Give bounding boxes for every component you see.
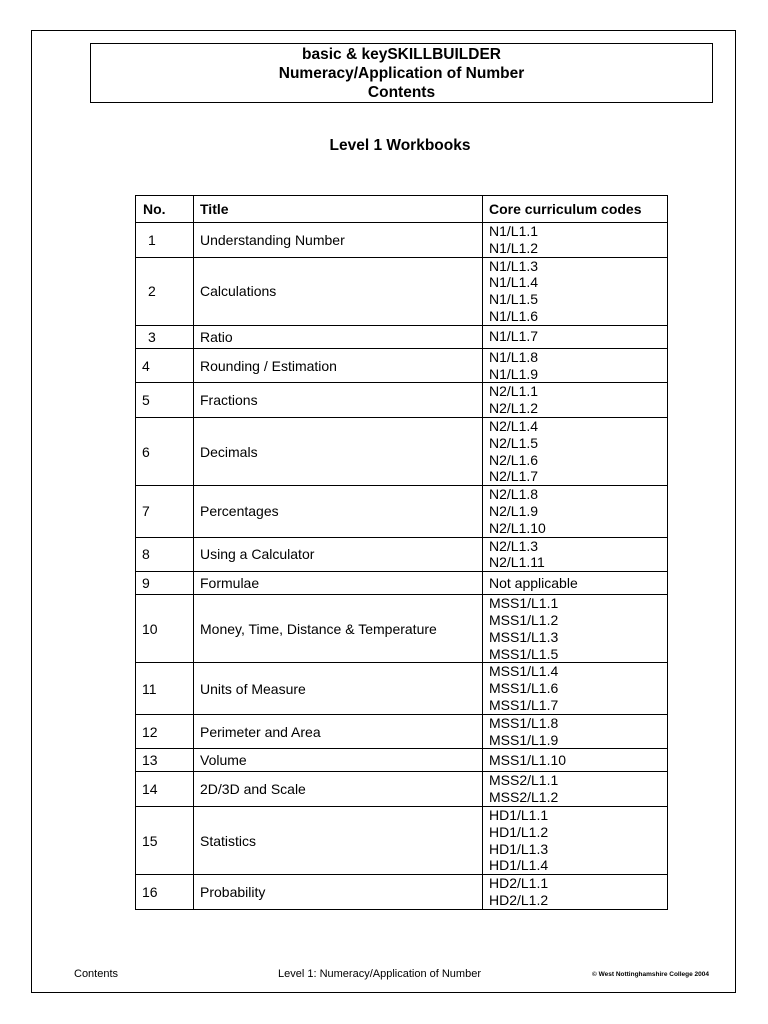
header-codes: Core curriculum codes	[483, 196, 668, 223]
curriculum-code: Not applicable	[489, 574, 578, 591]
row-title: Statistics	[194, 806, 483, 874]
curriculum-code: MSS1/L1.10	[489, 751, 567, 768]
curriculum-code: N2/L1.4	[489, 417, 539, 434]
row-title: Formulae	[194, 572, 483, 595]
row-title: Probability	[194, 875, 483, 910]
row-codes	[483, 714, 668, 749]
table-row	[136, 383, 668, 418]
table-row	[136, 663, 668, 714]
table-row	[136, 714, 668, 749]
row-number: 7	[136, 486, 194, 537]
curriculum-code: MSS1/L1.2	[489, 611, 559, 628]
row-number: 13	[136, 749, 194, 772]
row-number: 12	[136, 714, 194, 749]
table-row	[136, 223, 668, 258]
row-number: 14	[136, 772, 194, 807]
table-row	[136, 806, 668, 874]
curriculum-code: MSS1/L1.9	[489, 731, 559, 748]
row-number: 16	[136, 875, 194, 910]
table-row	[136, 537, 668, 572]
curriculum-code: N2/L1.8	[489, 486, 539, 503]
title-box	[90, 43, 713, 103]
table-row	[136, 348, 668, 383]
curriculum-code: MSS2/L1.2	[489, 789, 559, 806]
curriculum-code: HD1/L1.2	[489, 823, 549, 840]
row-codes	[483, 806, 668, 874]
row-title: Units of Measure	[194, 663, 483, 714]
curriculum-code: N2/L1.9	[489, 502, 539, 519]
footer-copyright: © West Nottinghamshire College 2004	[592, 971, 710, 978]
row-codes	[483, 749, 668, 772]
table-row	[136, 875, 668, 910]
row-number: 4	[136, 348, 194, 383]
table-row	[136, 749, 668, 772]
row-number: 8	[136, 537, 194, 572]
row-title: Understanding Number	[194, 223, 483, 258]
curriculum-code: MSS1/L1.3	[489, 628, 559, 645]
table-row	[136, 325, 668, 348]
row-codes	[483, 772, 668, 807]
row-title: Calculations	[194, 257, 483, 325]
curriculum-code: N2/L1.10	[489, 519, 546, 536]
curriculum-code: HD1/L1.3	[489, 840, 549, 857]
section-heading: Level 1 Workbooks	[329, 137, 471, 154]
curriculum-code: N1/L1.6	[489, 307, 539, 324]
curriculum-code: N2/L1.5	[489, 434, 539, 451]
curriculum-code: MSS1/L1.8	[489, 714, 559, 731]
row-codes	[483, 223, 668, 258]
curriculum-code: MSS1/L1.6	[489, 680, 559, 697]
row-codes	[483, 348, 668, 383]
row-codes	[483, 486, 668, 537]
row-title: 2D/3D and Scale	[194, 772, 483, 807]
curriculum-code: HD2/L1.1	[489, 875, 549, 892]
row-codes	[483, 595, 668, 663]
row-number: 15	[136, 806, 194, 874]
table-header-row	[136, 196, 668, 223]
curriculum-code: N2/L1.11	[489, 554, 545, 571]
row-codes	[483, 572, 668, 595]
curriculum-code: N2/L1.1	[489, 383, 539, 400]
row-codes	[483, 257, 668, 325]
table-row	[136, 417, 668, 485]
curriculum-code: MSS1/L1.5	[489, 645, 559, 662]
row-title: Money, Time, Distance & Temperature	[194, 595, 483, 663]
curriculum-code: MSS1/L1.7	[489, 696, 559, 713]
curriculum-code: HD1/L1.1	[489, 806, 549, 823]
row-title: Fractions	[194, 383, 483, 418]
header-title: Title	[194, 196, 483, 223]
row-title: Using a Calculator	[194, 537, 483, 572]
curriculum-code: N1/L1.4	[489, 274, 539, 291]
title-line-3: Contents	[367, 84, 436, 101]
row-title: Volume	[194, 749, 483, 772]
curriculum-code: N2/L1.7	[489, 468, 539, 485]
table-row	[136, 572, 668, 595]
row-codes	[483, 875, 668, 910]
curriculum-code: N1/L1.9	[489, 365, 539, 382]
row-title: Rounding / Estimation	[194, 348, 483, 383]
row-number: 5	[136, 383, 194, 418]
row-codes	[483, 663, 668, 714]
curriculum-code: N2/L1.2	[489, 400, 539, 417]
row-codes	[483, 383, 668, 418]
row-number: 11	[136, 663, 194, 714]
footer-center: Level 1: Numeracy/Application of Number	[278, 968, 481, 980]
table-body	[136, 223, 668, 910]
row-number: 6	[136, 417, 194, 485]
curriculum-code: N1/L1.2	[489, 239, 539, 256]
table-row	[136, 772, 668, 807]
curriculum-code: N2/L1.3	[489, 537, 539, 554]
curriculum-code: MSS2/L1.1	[489, 772, 559, 789]
row-title: Decimals	[194, 417, 483, 485]
curriculum-code: N1/L1.7	[489, 328, 539, 345]
curriculum-code: MSS1/L1.1	[489, 595, 559, 612]
header-no: No.	[136, 196, 194, 223]
row-number: 3	[136, 325, 194, 348]
curriculum-code: MSS1/L1.4	[489, 663, 559, 680]
curriculum-code: HD2/L1.2	[489, 891, 549, 908]
row-title: Ratio	[194, 325, 483, 348]
row-codes	[483, 325, 668, 348]
curriculum-code: HD1/L1.4	[489, 857, 549, 874]
row-number: 9	[136, 572, 194, 595]
curriculum-code: N2/L1.6	[489, 451, 539, 468]
table-row	[136, 486, 668, 537]
row-codes	[483, 417, 668, 485]
curriculum-code: N1/L1.1	[489, 223, 539, 239]
curriculum-code: N1/L1.5	[489, 291, 539, 308]
row-title: Perimeter and Area	[194, 714, 483, 749]
curriculum-code: N1/L1.8	[489, 348, 539, 365]
footer-left: Contents	[74, 968, 119, 980]
contents-table	[135, 195, 668, 910]
row-codes	[483, 537, 668, 572]
curriculum-code: N1/L1.3	[489, 257, 539, 274]
title-line-2: Numeracy/Application of Number	[278, 65, 525, 82]
row-title: Percentages	[194, 486, 483, 537]
row-number: 1	[136, 223, 194, 258]
row-number: 2	[136, 257, 194, 325]
table-row	[136, 595, 668, 663]
title-line-1: basic & keySKILLBUILDER	[302, 46, 501, 63]
row-number: 10	[136, 595, 194, 663]
table-row	[136, 257, 668, 325]
